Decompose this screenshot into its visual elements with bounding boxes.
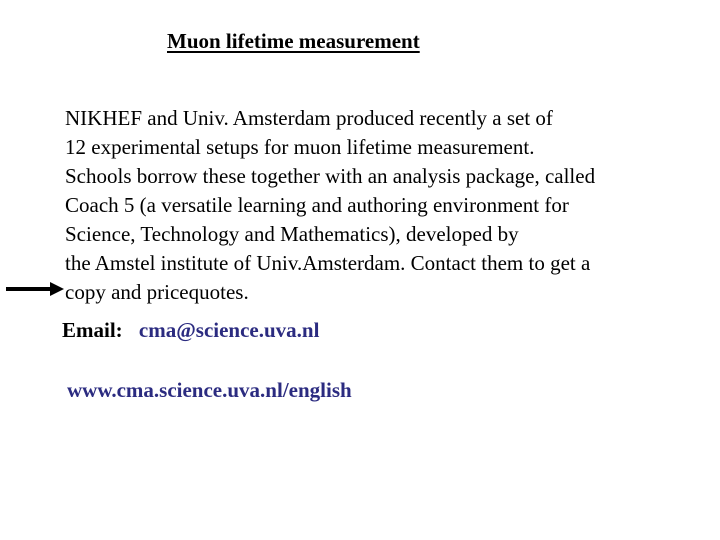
body-line: NIKHEF and Univ. Amsterdam produced recently a set of [65, 106, 553, 130]
email-link[interactable]: cma@science.uva.nl [138, 318, 320, 342]
body-line: copy and pricequotes. [65, 280, 249, 304]
body-line: Science, Technology and Mathematics), developed by [65, 222, 519, 246]
email-row [62, 318, 319, 343]
body-line: Schools borrow these together with an analysis package, called [65, 164, 596, 188]
slide-title: Muon lifetime measurement [167, 29, 420, 53]
website-link[interactable]: www.cma.science.uva.nl/english [67, 378, 352, 402]
body-line: Coach 5 (a versatile learning and authoring environment for [65, 193, 569, 217]
right-arrow-icon [6, 282, 64, 296]
body-line: the Amstel institute of Univ.Amsterdam. Contact them to get a [65, 251, 591, 275]
body-paragraph [65, 104, 595, 307]
body-line: 12 experimental setups for muon lifetime measurement. [65, 135, 535, 159]
email-label: Email: [62, 318, 123, 342]
